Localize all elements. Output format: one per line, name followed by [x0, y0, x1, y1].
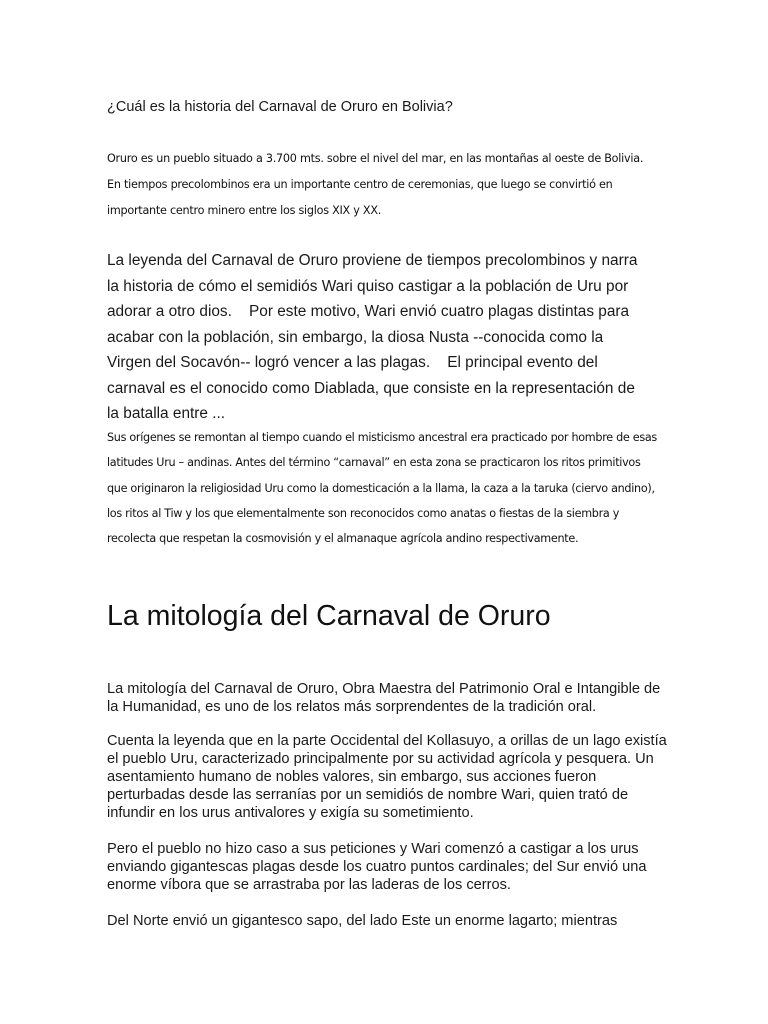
mythology-paragraph-3: Pero el pueblo no hizo caso a sus peticiones y Wari comenzó a castigar a los urus enviando gigantescas plagas desde los cuatro puntos cardinales; del Sur envió una enorme víbora que se arrastraba por las laderas de los cerros. — [107, 841, 647, 893]
mythology-paragraph-1: La mitología del Carnaval de Oruro, Obra Maestra del Patrimonio Oral e Intangible de la Humanidad, es uno de los relatos más sorprendentes de la tradición oral. — [107, 681, 661, 715]
mythology-paragraph-2: Cuenta la leyenda que en la parte Occidental del Kollasuyo, a orillas de un lago existía el pueblo Uru, caracterizado principalmente por su actividad agrícola y pesquera. Un asentamiento humano de nobles valores, sin embargo, sus acciones fueron perturbadas desde las serranías por un semidiós de nombre Wari, quien trató de infundir en los urus antivalores y exigía su sometimiento. — [107, 733, 667, 821]
mythology-paragraph-4: Del Norte envió un gigantesco sapo, del lado Este un enorme lagarto; mientras — [107, 913, 618, 929]
intro-paragraph: Oruro es un pueblo situado a 3.700 mts. sobre el nivel del mar, en las montañas al oeste de Bolivia. En tiempos precolombinos era un importante centro de ceremonias, que luego se convirtió en importante centro minero entre los siglos XIX y XX. — [107, 152, 644, 217]
section-heading: La mitología del Carnaval de Oruro — [107, 600, 551, 632]
origins-paragraph: Sus orígenes se remontan al tiempo cuando el misticismo ancestral era practicado por hombre de esas latitudes Uru – andinas. Antes del término “carnaval” en esta zona se practicaron los ritos primitivos que originaron la religiosidad Uru como la domesticación a la llama, la caza a la taruka (ciervo andino), los ritos al Tiw y los que elementalmente son reconocidos como anatas o fiestas de la siembra y recolecta que respetan la cosmovisión y el almanaque agrícola andino respectivamente. — [107, 431, 657, 546]
legend-paragraph: La leyenda del Carnaval de Oruro proviene de tiempos precolombinos y narra la historia de cómo el semidiós Wari quiso castigar a la población de Uru por adorar a otro dios. Por este motivo, Wari envió cuatro plagas distintas para acabar con la población, sin embargo, la diosa Nusta --conocida como la Virgen del Socavón-- logró vencer a las plagas. El principal evento del carnaval es el conocido como Diablada, que consiste en la representación de la batalla entre ... — [107, 252, 642, 422]
question-line: ¿Cuál es la historia del Carnaval de Oruro en Bolivia? — [107, 99, 453, 115]
